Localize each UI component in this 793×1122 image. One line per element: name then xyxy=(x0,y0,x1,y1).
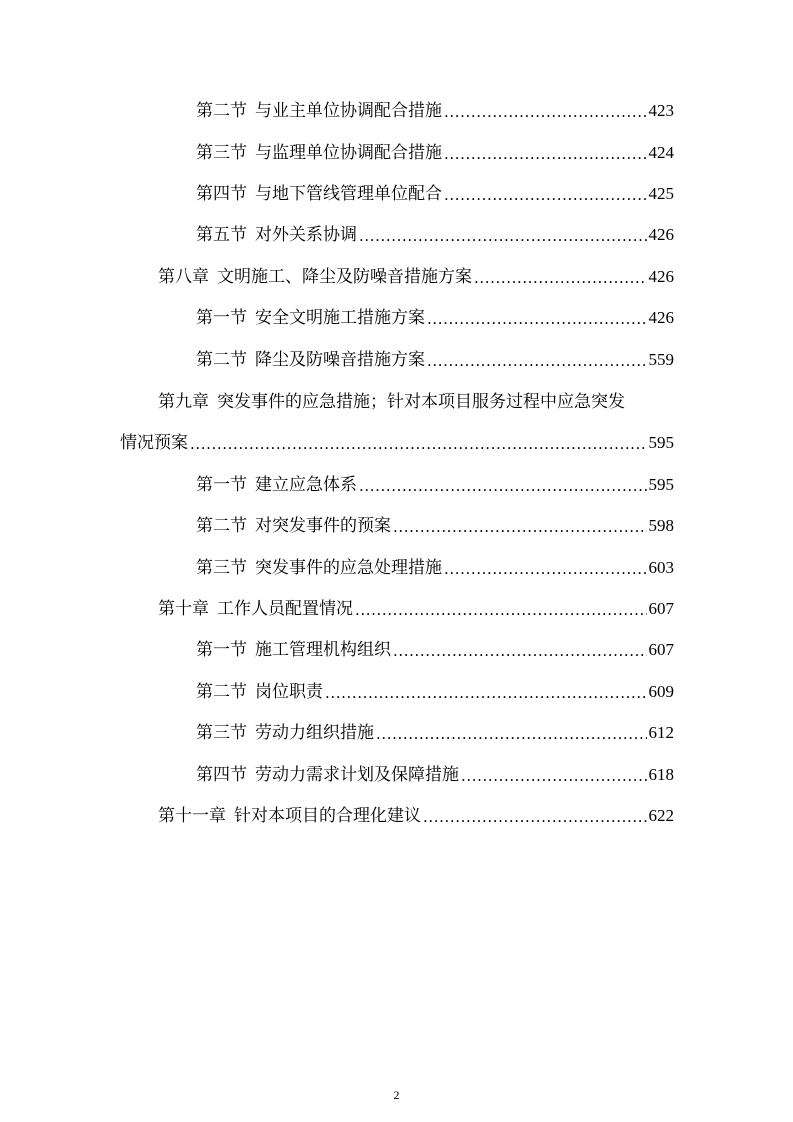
dot-leader xyxy=(444,103,647,122)
toc-entry-number: 第二节 xyxy=(196,101,247,121)
toc-entry-title: 岗位职责 xyxy=(255,682,323,702)
toc-entry-number: 第二节 xyxy=(196,516,247,536)
toc-entry-number: 第四节 xyxy=(196,184,247,204)
toc-entry-page: 598 xyxy=(648,516,674,535)
toc-entry-title: 对突发事件的预案 xyxy=(255,516,391,536)
toc-entry-number: 第二节 xyxy=(196,682,247,702)
toc-entry-title: 劳动力组织措施 xyxy=(255,723,374,743)
toc-entry[interactable] xyxy=(196,140,674,164)
dot-leader xyxy=(190,435,647,454)
toc-entry[interactable] xyxy=(196,720,674,744)
toc-entry-page: 423 xyxy=(648,101,674,120)
toc-entry[interactable] xyxy=(196,637,674,661)
toc-entry-title: 针对本项目的合理化建议 xyxy=(234,806,421,826)
dot-leader xyxy=(325,684,647,703)
toc-entry-page: 618 xyxy=(648,765,674,784)
dot-leader xyxy=(423,808,647,827)
toc-entry-title: 对外关系协调 xyxy=(255,225,357,245)
dot-leader xyxy=(444,186,647,205)
toc-entry-title: 与地下管线管理单位配合 xyxy=(255,184,442,204)
toc-entry-number: 第九章 xyxy=(158,392,209,412)
toc-entry-number: 第一节 xyxy=(196,308,247,328)
toc-entry[interactable] xyxy=(196,98,674,122)
toc-entry-title: 与监理单位协调配合措施 xyxy=(255,143,442,163)
dot-leader xyxy=(359,477,647,496)
toc-entry[interactable] xyxy=(196,181,674,205)
toc-entry-page: 425 xyxy=(648,184,674,203)
toc-entry[interactable] xyxy=(196,347,674,371)
toc-entry-number: 第八章 xyxy=(158,267,209,287)
toc-entry-number: 第三节 xyxy=(196,558,247,578)
toc-entry-number: 第五节 xyxy=(196,225,247,245)
toc-entry[interactable] xyxy=(196,679,674,703)
toc-entry[interactable] xyxy=(196,513,674,537)
toc-entry-title: 劳动力需求计划及保障措施 xyxy=(255,765,459,785)
toc-entry[interactable] xyxy=(196,762,674,786)
toc-entry-page: 426 xyxy=(648,267,674,286)
dot-leader xyxy=(393,642,647,661)
toc-entry-number: 第一节 xyxy=(196,475,247,495)
toc-entry-page: 426 xyxy=(648,308,674,327)
toc-entry-title: 施工管理机构组织 xyxy=(255,640,391,660)
toc-entry-number: 第十章 xyxy=(158,599,209,619)
toc-entry-page: 612 xyxy=(648,723,674,742)
toc-chapter-entry[interactable] xyxy=(158,596,674,620)
toc-entry-title: 安全文明施工措施方案 xyxy=(255,308,425,328)
dot-leader xyxy=(359,227,647,246)
dot-leader xyxy=(444,560,647,579)
toc-chapter-entry[interactable] xyxy=(158,264,674,288)
toc-chapter-entry[interactable] xyxy=(158,803,674,827)
dot-leader xyxy=(427,310,647,329)
toc-entry-number: 第三节 xyxy=(196,723,247,743)
toc-chapter-entry-line2[interactable] xyxy=(120,430,674,454)
toc-entry-number: 第十一章 xyxy=(158,806,226,826)
page-number: 2 xyxy=(393,1088,400,1102)
dot-leader xyxy=(355,601,647,620)
toc-entry-page: 595 xyxy=(648,475,674,494)
toc-entry-page: 426 xyxy=(648,225,674,244)
toc-entry[interactable] xyxy=(196,555,674,579)
toc-entry-page: 424 xyxy=(648,143,674,162)
toc-entry-page: 559 xyxy=(648,350,674,369)
dot-leader xyxy=(474,269,647,288)
dot-leader xyxy=(427,352,647,371)
dot-leader xyxy=(376,725,647,744)
dot-leader xyxy=(393,518,647,537)
toc-entry-title: 与业主单位协调配合措施 xyxy=(255,101,442,121)
toc-entry-title: 降尘及防噪音措施方案 xyxy=(255,350,425,370)
toc-entry-title: 工作人员配置情况 xyxy=(217,599,353,619)
toc-entry-title: 突发事件的应急措施；针对本项目服务过程中应急突发 xyxy=(217,392,625,412)
toc-entry-page: 622 xyxy=(648,806,674,825)
toc-chapter-entry-line1[interactable] xyxy=(158,391,625,413)
toc-entry-number: 第一节 xyxy=(196,640,247,660)
toc-entry-number: 第四节 xyxy=(196,765,247,785)
toc-entry-page: 607 xyxy=(648,640,674,659)
dot-leader xyxy=(444,145,647,164)
toc-entry[interactable] xyxy=(196,472,674,496)
toc-entry-title: 文明施工、降尘及防噪音措施方案 xyxy=(217,267,472,287)
toc-entry-page: 595 xyxy=(648,433,674,452)
toc-entry-number: 第三节 xyxy=(196,143,247,163)
toc-entry-title: 建立应急体系 xyxy=(255,475,357,495)
toc-entry-title: 突发事件的应急处理措施 xyxy=(255,558,442,578)
toc-entry[interactable] xyxy=(196,222,674,246)
toc-entry-page: 607 xyxy=(648,599,674,618)
dot-leader xyxy=(461,767,647,786)
toc-entry-title-continued: 情况预案 xyxy=(120,433,188,453)
toc-entry[interactable] xyxy=(196,305,674,329)
toc-entry-page: 603 xyxy=(648,558,674,577)
toc-entry-number: 第二节 xyxy=(196,350,247,370)
toc-entry-page: 609 xyxy=(648,682,674,701)
